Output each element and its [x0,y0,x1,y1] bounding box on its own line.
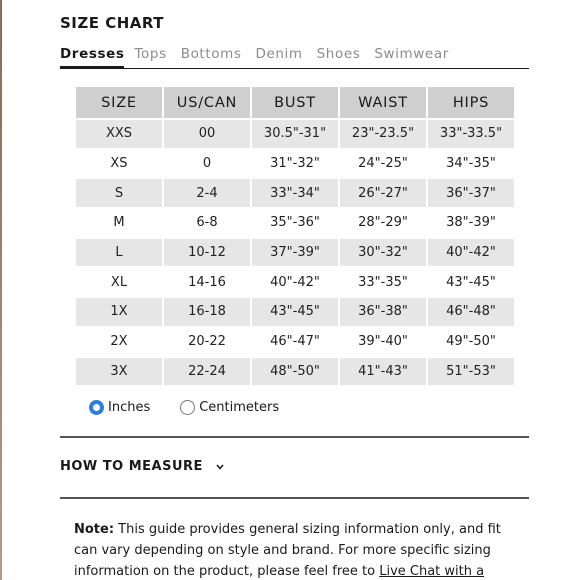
divider [60,436,529,438]
cell-waist: 39"-40" [339,327,427,357]
cell-waist: 26"-27" [339,178,427,208]
cell-hips: 43"-45" [427,267,515,297]
table-row [75,149,515,179]
cell-hips: 36"-37" [427,178,515,208]
cell-hips: 38"-39" [427,208,515,238]
cell-waist: 33"-35" [339,267,427,297]
cell-size: 1X [75,297,163,327]
header-bust: BUST [251,86,339,119]
cell-us-can: 0 [163,149,251,179]
cell-us-can: 10-12 [163,238,251,268]
cell-waist: 28"-29" [339,208,427,238]
chevron-down-icon [213,460,227,474]
live-chat-link[interactable]: Live Chat with a [379,564,485,579]
size-table [74,85,516,387]
cell-bust: 35"-36" [251,208,339,238]
cell-bust: 40"-42" [251,267,339,297]
header-size: SIZE [75,86,163,119]
cell-waist: 36"-38" [339,297,427,327]
cell-bust: 46"-47" [251,327,339,357]
cell-us-can: 22-24 [163,357,251,387]
centimeters-radio[interactable] [180,400,195,415]
cell-bust: 33"-34" [251,178,339,208]
cell-us-can: 20-22 [163,327,251,357]
how-to-measure-label: HOW TO MEASURE [60,459,203,474]
cell-size: XS [75,149,163,179]
unit-selector [89,400,309,415]
tab-shoes[interactable]: Shoes [316,46,361,62]
table-header-row [75,86,515,119]
cell-hips: 46"-48" [427,297,515,327]
header-us-can: US/CAN [163,86,251,119]
cell-size: S [75,178,163,208]
table-row [75,327,515,357]
header-waist: WAIST [339,86,427,119]
table-row [75,267,515,297]
cell-bust: 37"-39" [251,238,339,268]
cell-bust: 31"-32" [251,149,339,179]
table-row [75,357,515,387]
page-title: SIZE CHART [60,14,165,32]
cell-us-can: 6-8 [163,208,251,238]
table-row [75,119,515,149]
category-tabs [60,46,529,69]
cell-us-can: 16-18 [163,297,251,327]
cell-us-can: 2-4 [163,178,251,208]
table-row [75,238,515,268]
background-edge [0,0,2,580]
cell-size: L [75,238,163,268]
tab-swimwear[interactable]: Swimwear [374,46,449,62]
cell-size: 3X [75,357,163,387]
cell-us-can: 14-16 [163,267,251,297]
cell-hips: 33"-33.5" [427,119,515,149]
cell-size: XXS [75,119,163,149]
cell-bust: 43"-45" [251,297,339,327]
cell-hips: 34"-35" [427,149,515,179]
cell-us-can: 00 [163,119,251,149]
cell-waist: 23"-23.5" [339,119,427,149]
cell-waist: 41"-43" [339,357,427,387]
note-label: Note: [74,522,115,537]
cell-size: XL [75,267,163,297]
header-hips: HIPS [427,86,515,119]
divider [60,497,529,499]
table-row [75,208,515,238]
note-text: This guide provides general sizing information only, and fit can vary depending on style and brand. For more specific sizing information on the product, please feel free to [74,522,501,579]
centimeters-label: Centimeters [199,400,280,415]
centimeters-option[interactable] [180,400,279,415]
tab-denim[interactable]: Denim [255,46,303,62]
cell-size: 2X [75,327,163,357]
cell-hips: 40"-42" [427,238,515,268]
inches-option[interactable] [89,400,150,415]
cell-hips: 51"-53" [427,357,515,387]
table-row [75,297,515,327]
cell-hips: 49"-50" [427,327,515,357]
tab-bottoms[interactable]: Bottoms [180,46,242,62]
tab-dresses[interactable]: Dresses [60,46,124,69]
inches-radio[interactable] [89,400,104,415]
cell-size: M [75,208,163,238]
inches-label: Inches [108,400,151,415]
sizing-note [74,519,514,580]
cell-bust: 48"-50" [251,357,339,387]
tab-tops[interactable]: Tops [134,46,167,62]
cell-waist: 24"-25" [339,149,427,179]
how-to-measure-toggle[interactable] [60,459,227,474]
cell-waist: 30"-32" [339,238,427,268]
cell-bust: 30.5"-31" [251,119,339,149]
table-row [75,178,515,208]
